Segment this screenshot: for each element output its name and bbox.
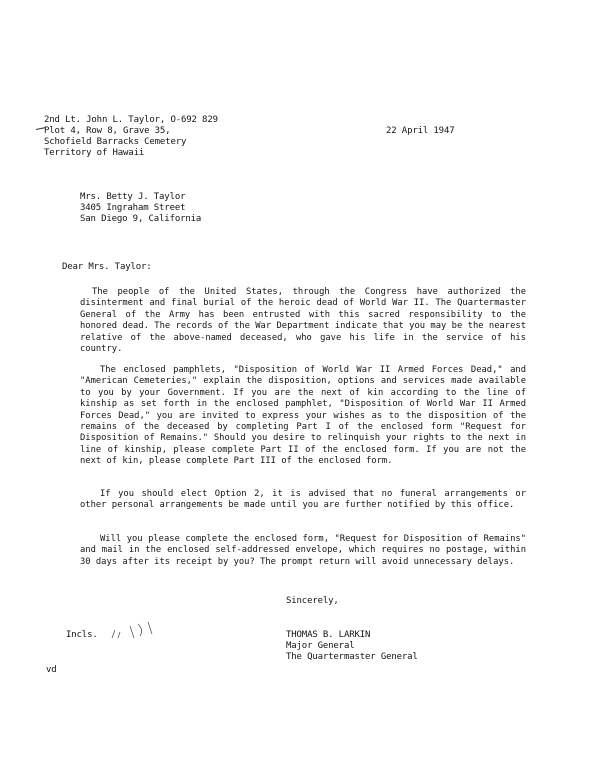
signer-title: The Quartermaster General: [286, 652, 418, 662]
addressee-line-3: San Diego 9, California: [80, 214, 202, 224]
signer-name: THOMAS B. LARKIN: [286, 630, 371, 640]
enclosure-note: Incls.: [66, 630, 98, 640]
subject-line-1: 2nd Lt. John L. Taylor, O-692 829: [44, 115, 218, 125]
letter-date: 22 April 1947: [386, 126, 455, 136]
subject-line-4: Territory of Hawaii: [44, 148, 145, 158]
subject-line-2: Plot 4, Row 8, Grave 35,: [44, 126, 171, 136]
subject-line-3: Schofield Barracks Cemetery: [44, 137, 187, 147]
typist-initials: vd: [46, 665, 57, 675]
closing: Sincerely,: [286, 596, 339, 606]
paragraph-2: The enclosed pamphlets, "Disposition of World War II Armed Forces Dead," and "American Cemeteries," explain the disposition, options and services made available to you by your Government. If you are the next of kin according to the line of kinship as set forth in the enclosed pamphlet, "Disposition of World War II Armed Forces Dead," you are invited to express your wishes as to the disposition of the remains of the deceased by completing Part I of the enclosed form "Request for Disposition of Remains." Should you desire to relinquish your rights to the next in line of kinship, please complete Part II of the enclosed form. If you are not the next of kin, please complete Part III of the enclosed form.: [80, 365, 526, 467]
enclosure-scribble: [108, 620, 156, 644]
addressee-line-1: Mrs. Betty J. Taylor: [80, 192, 186, 202]
paragraph-4: Will you please complete the enclosed form, "Request for Disposition of Remains" and mail in the enclosed self-addressed envelope, which requires no postage, within 30 days after its receipt by you? The prompt return will avoid unnecessary delays.: [80, 534, 526, 567]
paragraph-1: The people of the United States, through the Congress have authorized the disinterment and final burial of the heroic dead of World War II. The Quartermaster General of the Army has been entrusted with this sacred responsibility to the honored dead. The records of the War Department indicate that you may be the nearest relative of the above-named deceased, who gave his life in the service of his country.: [80, 287, 526, 355]
paragraph-3: If you should elect Option 2, it is advised that no funeral arrangements or other personal arrangements be made until you are further notified by this office.: [80, 489, 526, 511]
salutation: Dear Mrs. Taylor:: [62, 262, 152, 272]
signer-rank: Major General: [286, 641, 355, 651]
addressee-line-2: 3405 Ingraham Street: [80, 203, 186, 213]
